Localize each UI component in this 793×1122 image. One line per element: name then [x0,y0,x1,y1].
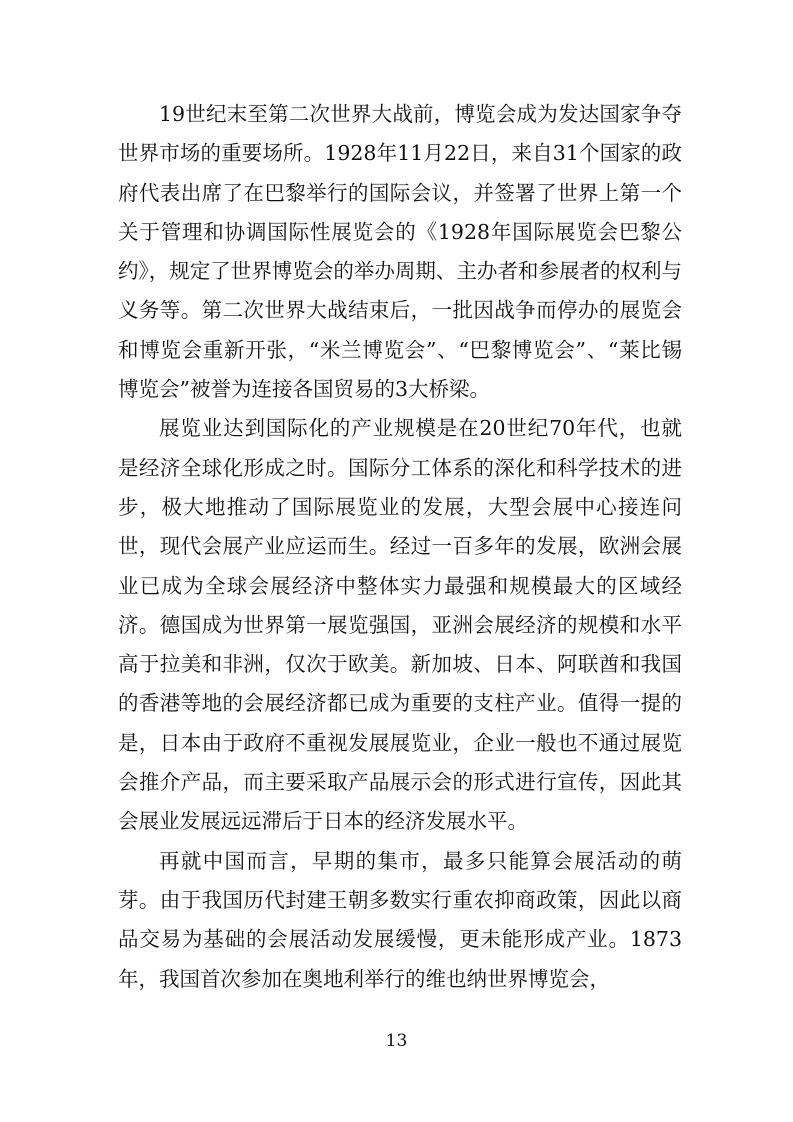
body-text [118,95,682,999]
paragraph-world-expos-history: 19世纪末至第二次世界大战前，博览会成为发达国家争夺世界市场的重要场所。1928年11月22日，来自31个国家的政府代表出席了在巴黎举行的国际会议，并签署了世界上第一个关于管理和协调国际性展览会的《1928年国际展览会巴黎公约》，规定了世界博览会的举办周期、主办者和参展者的权利与义务等。第二次世界大战结束后，一批因战争而停办的展览会和博览会重新开张，“米兰博览会”、“巴黎博览会”、“莱比锡博览会”被誉为连接各国贸易的3大桥梁。 [118,102,682,402]
page-number: 13 [385,1031,408,1051]
paragraph-china-exhibition-history: 再就中国而言，早期的集市，最多只能算会展活动的萌芽。由于我国历代封建王朝多数实行重农抑商政策，因此以商品交易为基础的会展活动发展缓慢，更未能形成产业。1873年，我国首次参加在奥地利举行的维也纳世界博览会， [118,848,682,991]
paragraph-exhibition-internationalization: 展览业达到国际化的产业规模是在20世纪70年代，也就是经济全球化形成之时。国际分工体系的深化和科学技术的进步，极大地推动了国际展览业的发展，大型会展中心接连问世，现代会展产业应运而生。经过一百多年的发展，欧洲会展业已成为全球会展经济中整体实力最强和规模最大的区域经济。德国成为世界第一展览强国，亚洲会展经济的规模和水平高于拉美和非洲，仅次于欧美。新加坡、日本、阿联酋和我国的香港等地的会展经济都已成为重要的支柱产业。值得一提的是，日本由于政府不重视发展展览业，企业一般也不通过展览会推介产品，而主要采取产品展示会的形式进行宣传，因此其会展业发展远远滞后于日本的经济发展水平。 [118,416,682,834]
